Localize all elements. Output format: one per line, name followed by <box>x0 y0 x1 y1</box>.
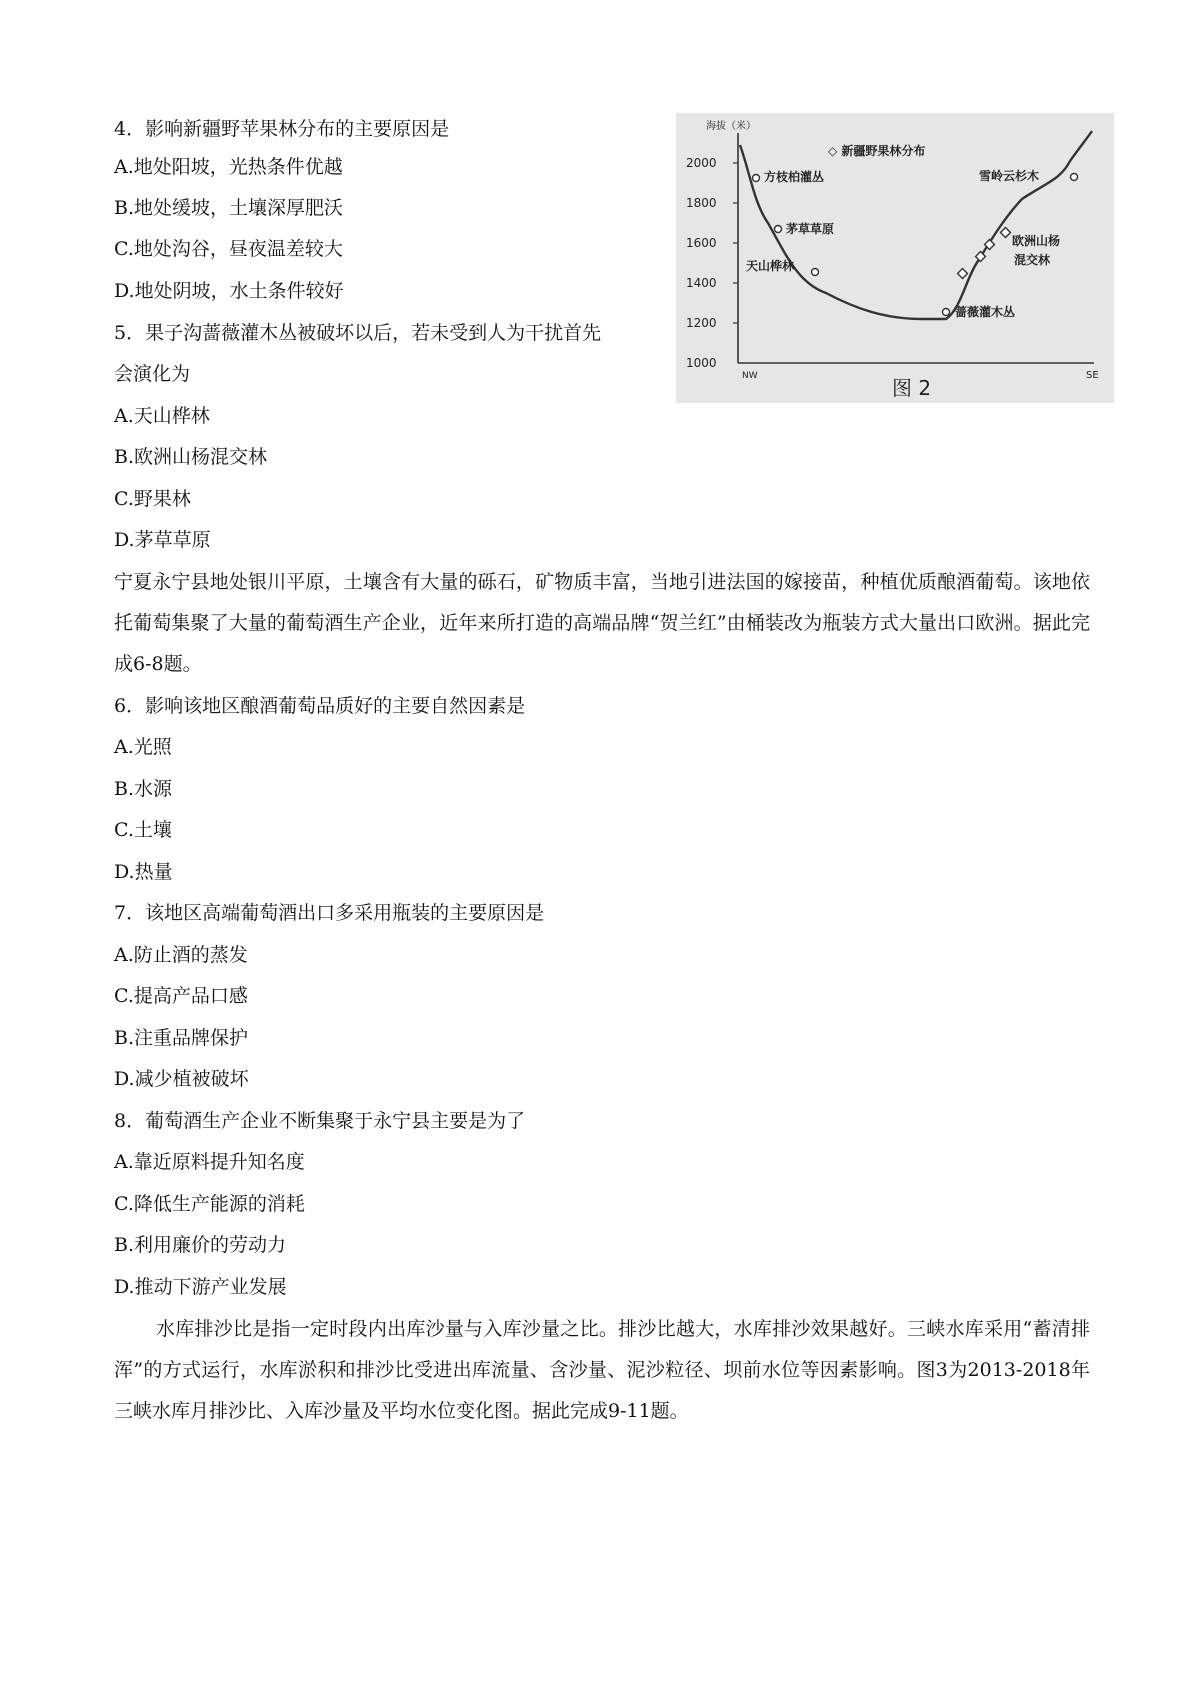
q4-option-b: B.地处缓坡，土壤深厚肥沃 <box>114 197 344 219</box>
figure-2 <box>676 113 1114 403</box>
y-tick-label: 1200 <box>686 316 717 330</box>
figure-2-caption: 图 2 <box>892 376 932 400</box>
point-qiangwei <box>943 309 950 316</box>
y-tick-label: 1000 <box>686 356 717 370</box>
point-fangzhibai <box>753 175 760 182</box>
q8-stem: 8．葡萄酒生产企业不断集聚于永宁县主要是为了 <box>114 1110 526 1132</box>
q4-option-c: C.地处沟谷，昼夜温差较大 <box>114 238 343 260</box>
y-tick-label: 1600 <box>686 236 717 250</box>
q7-option-c: C.提高产品口感 <box>114 985 248 1007</box>
label-oushou-line2: 混交林 <box>1014 253 1051 267</box>
label-xueling: 雪岭云杉木 <box>979 169 1040 183</box>
q4-option-d: D.地处阴坡，水土条件较好 <box>114 280 344 302</box>
label-tianshanhua: 天山桦林 <box>746 259 795 273</box>
q5-stem-line2: 会演化为 <box>114 363 191 385</box>
y-axis-label: 海拔（米） <box>706 121 756 132</box>
q4-option-a: A.地处阳坡，光热条件优越 <box>114 156 343 178</box>
q5-option-b: B.欧洲山杨混交林 <box>114 446 268 468</box>
y-tick-label: 1800 <box>686 196 717 210</box>
q8-option-b: B.利用廉价的劳动力 <box>114 1234 287 1256</box>
q6-stem: 6．影响该地区酿酒葡萄品质好的主要自然因素是 <box>114 695 526 717</box>
y-tick-label: 2000 <box>686 156 717 170</box>
x-left-label: NW <box>742 371 758 381</box>
point-xueling <box>1071 174 1078 181</box>
label-maocao: 茅草草原 <box>786 222 835 236</box>
point-tianshanhua <box>812 269 819 276</box>
q6-option-b: B.水源 <box>114 778 173 800</box>
figure-2-legend: ◇ 新疆野果林分布 <box>828 144 926 158</box>
q6-option-a: A.光照 <box>114 736 172 758</box>
q5-option-d: D.茅草草原 <box>114 529 211 551</box>
point-maocao <box>775 226 782 233</box>
passage-sanxia: 水库排沙比是指一定时段内出库沙量与入库沙量之比。排沙比越大，水库排沙效果越好。三峡水库采用“蓄清排浑”的方式运行，水库淤积和排沙比受进出库流量、含沙量、泥沙粒径、坝前水位等因素影响。图3为2013-2018年三峡水库月排沙比、入库沙量及平均水位变化图。据此完成9-11题。 <box>114 1318 1090 1422</box>
q6-option-d: D.热量 <box>114 861 173 883</box>
q4-stem: 4．影响新疆野苹果林分布的主要原因是 <box>114 118 450 140</box>
q7-option-d: D.减少植被破坏 <box>114 1068 249 1090</box>
passage-ningxia: 宁夏永宁县地处银川平原，土壤含有大量的砾石，矿物质丰富，当地引进法国的嫁接苗，种植优质酿酒葡萄。该地依托葡萄集聚了大量的葡萄酒生产企业，近年来所打造的高端品牌“贺兰红”由桶装改为瓶装方式大量出口欧洲。据此完成6-8题。 <box>114 571 1090 675</box>
label-oushou-line1: 欧洲山杨 <box>1012 234 1061 248</box>
q7-option-b: B.注重品牌保护 <box>114 1027 249 1049</box>
x-right-label: SE <box>1086 370 1099 381</box>
q5-option-a: A.天山桦林 <box>114 405 210 427</box>
q8-option-a: A.靠近原料提升知名度 <box>114 1151 305 1173</box>
q5-option-c: C.野果林 <box>114 488 191 510</box>
q8-option-c: C.降低生产能源的消耗 <box>114 1193 305 1215</box>
q5-stem-line1: 5．果子沟蔷薇灌木丛被破坏以后，若未受到人为干扰首先 <box>114 322 602 344</box>
q6-option-c: C.土壤 <box>114 819 172 841</box>
q8-option-d: D.推动下游产业发展 <box>114 1276 287 1298</box>
label-fangzhibai: 方枝柏灌丛 <box>764 170 825 184</box>
q7-option-a: A.防止酒的蒸发 <box>114 944 248 966</box>
q7-stem: 7．该地区高端葡萄酒出口多采用瓶装的主要原因是 <box>114 902 545 924</box>
y-tick-label: 1400 <box>686 276 717 290</box>
figure-2-diagram <box>676 113 1114 403</box>
label-qiangwei: 蔷薇灌木丛 <box>955 305 1016 319</box>
